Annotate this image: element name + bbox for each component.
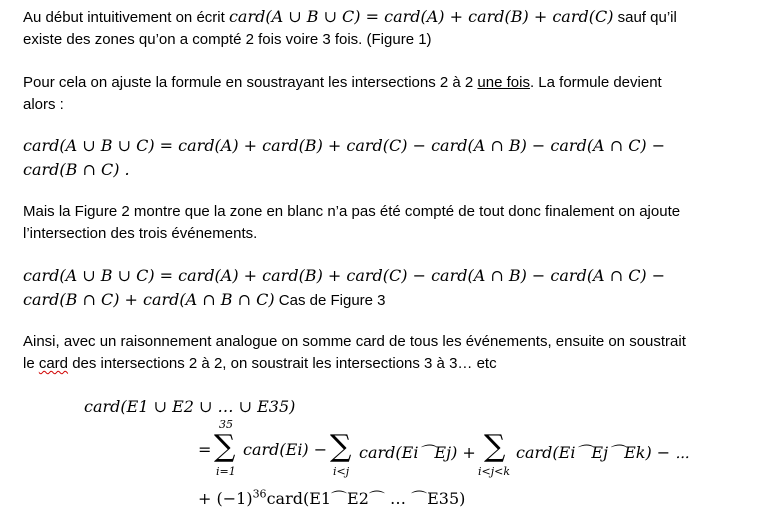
- intro-text-end: sauf qu’il: [613, 9, 677, 26]
- intro-formula: card(A ∪ B ∪ C) = card(A) + card(B) + card(C): [228, 7, 614, 26]
- equation-lhs: card(E1 ∪ E2 ∪ … ∪ E35): [84, 397, 296, 416]
- sigma-symbol: ∑: [330, 429, 352, 464]
- adjust-line2: alors :: [23, 96, 64, 113]
- intro-line2: existe des zones qu’on a compté 2 fois voire 3 fois. (Figure 1): [23, 31, 432, 48]
- paragraph-intro: [23, 6, 753, 51]
- figure2-line2: l’intersection des trois événements.: [23, 225, 258, 242]
- paragraph-figure2: [23, 201, 753, 245]
- general-text-end: des intersections 2 à 2, on soustrait les intersections 3 à 3… etc: [68, 355, 497, 372]
- sum-term: card(Ei⌒Ej) +: [359, 443, 476, 462]
- general-text: le: [23, 355, 39, 372]
- equation-line: card(A ∪ B ∪ C) = card(A) + card(B) + card(C) − card(A ∩ B) − card(A ∩ C) −: [23, 136, 666, 155]
- sigma-symbol: ∑: [214, 429, 236, 464]
- last-term-sign: + (−1): [198, 489, 253, 508]
- equation-line: card(A ∪ B ∪ C) = card(A) + card(B) + card(C) − card(A ∩ B) − card(A ∩ C) −: [23, 266, 666, 285]
- sigma-symbol: ∑: [484, 429, 506, 464]
- figure2-line1: Mais la Figure 2 montre que la zone en blanc n’a pas été compté de tout donc finalement on ajoute: [23, 203, 681, 220]
- adjust-text-end: . La formule devient: [529, 74, 662, 91]
- underlined-text: une fois: [477, 74, 530, 91]
- equation-line: card(B ∩ C) .: [23, 160, 130, 179]
- sum-lower-limit: i<j<k: [478, 465, 511, 478]
- equals-sign: =: [198, 440, 212, 459]
- last-term-card: card(E1⌒E2⌒ … ⌒E35): [266, 489, 466, 508]
- intro-text: Au début intuitivement on écrit: [23, 9, 229, 26]
- general-line1: Ainsi, avec un raisonnement analogue on somme card de tous les événements, ensuite on soustrait: [23, 333, 686, 350]
- sum-lower-limit: i<j: [333, 465, 350, 478]
- paragraph-general: [23, 331, 753, 375]
- sum-lower-limit: i=1: [216, 465, 236, 478]
- equation-three-sets: [23, 264, 758, 313]
- sum-term: card(Ei⌒Ej⌒Ek) − ⋯: [516, 443, 690, 462]
- sum-term: card(Ei) −: [243, 440, 328, 459]
- spellcheck-word: card: [38, 355, 69, 372]
- paragraph-adjust: [23, 72, 753, 116]
- equation-line: card(B ∩ C) + card(A ∩ B ∩ C): [23, 290, 275, 309]
- figure3-note: Cas de Figure 3: [274, 292, 386, 309]
- last-term: [198, 486, 465, 509]
- sum-upper-limit: 35: [219, 418, 233, 431]
- adjust-text: Pour cela on ajuste la formule en soustrayant les intersections 2 à 2: [23, 74, 478, 91]
- last-term-exponent: 36: [252, 487, 267, 501]
- equation-two-by-two: [23, 134, 758, 182]
